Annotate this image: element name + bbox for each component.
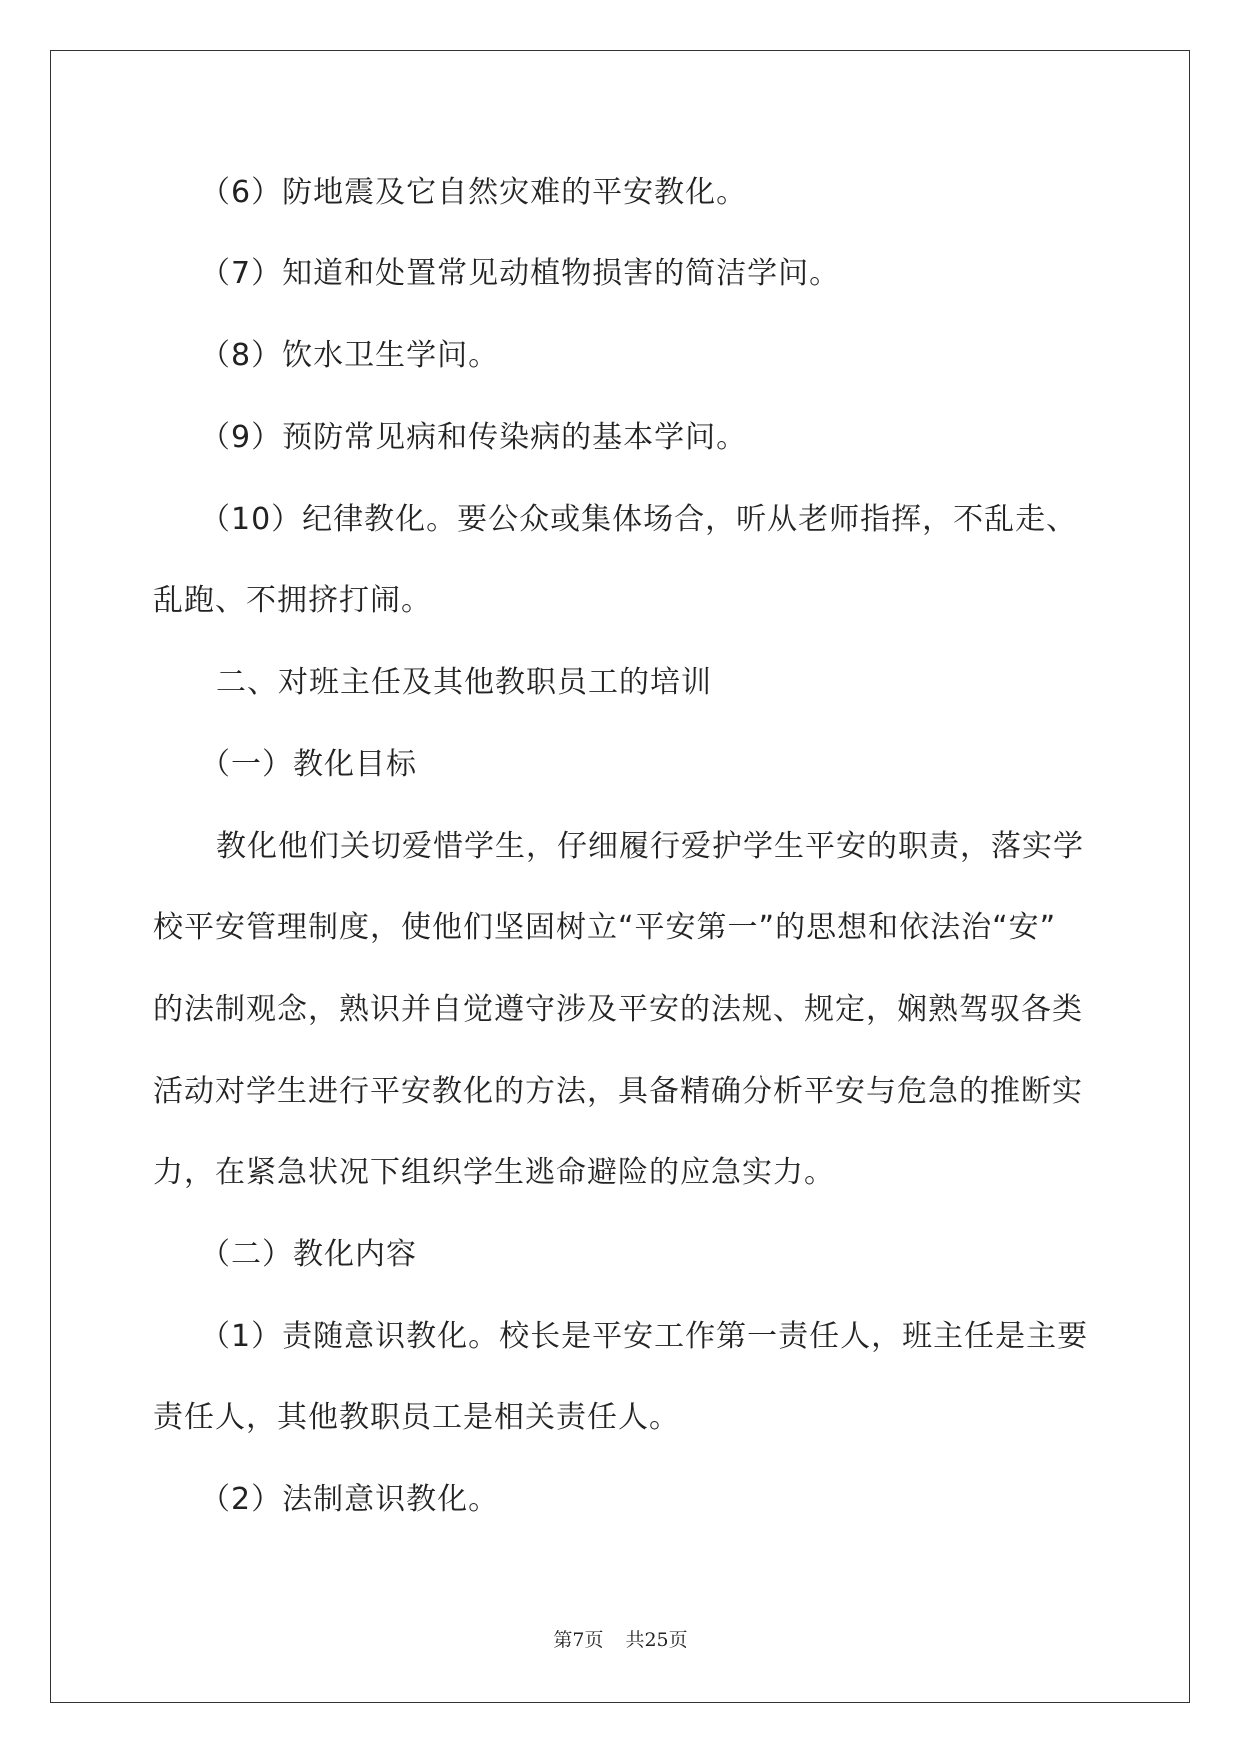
text-line: 力，在紧急状况下组织学生逃命避险的应急实力。: [153, 1155, 835, 1190]
text-line: （6）防地震及它自然灾难的平安教化。: [200, 175, 748, 210]
subsection-heading: （一）教化目标: [200, 747, 417, 782]
page-footer: [0, 1628, 1241, 1652]
text-line: （9）预防常见病和传染病的基本学问。: [200, 420, 748, 455]
page-number: 第7页: [553, 1629, 604, 1651]
text-line: 教化他们关切爱惜学生，仔细履行爱护学生平安的职责，落实学: [216, 829, 1084, 864]
subsection-heading: （二）教化内容: [200, 1237, 417, 1272]
text-line: （10）纪律教化。要公众或集体场合，听从老师指挥，不乱走、: [200, 502, 1078, 537]
page-border: [50, 50, 1190, 1703]
text-line: （8）饮水卫生学问。: [200, 338, 500, 373]
text-line: 活动对学生进行平安教化的方法，具备精确分析平安与危急的推断实: [153, 1074, 1083, 1109]
page-total: 共25页: [625, 1629, 688, 1651]
text-line: 校平安管理制度，使他们坚固树立“平安第一”的思想和依法治“安”: [153, 910, 1057, 945]
text-line: 责任人，其他教职员工是相关责任人。: [153, 1400, 680, 1435]
text-line: 的法制观念，熟识并自觉遵守涉及平安的法规、规定，娴熟驾驭各类: [153, 992, 1083, 1027]
text-line: （2）法制意识教化。: [200, 1482, 500, 1517]
text-line: （1）责随意识教化。校长是平安工作第一责任人，班主任是主要: [200, 1319, 1089, 1354]
text-line: 乱跑、不拥挤打闹。: [153, 583, 432, 618]
section-heading: 二、对班主任及其他教职员工的培训: [216, 665, 712, 700]
text-line: （7）知道和处置常见动植物损害的简洁学问。: [200, 256, 841, 291]
